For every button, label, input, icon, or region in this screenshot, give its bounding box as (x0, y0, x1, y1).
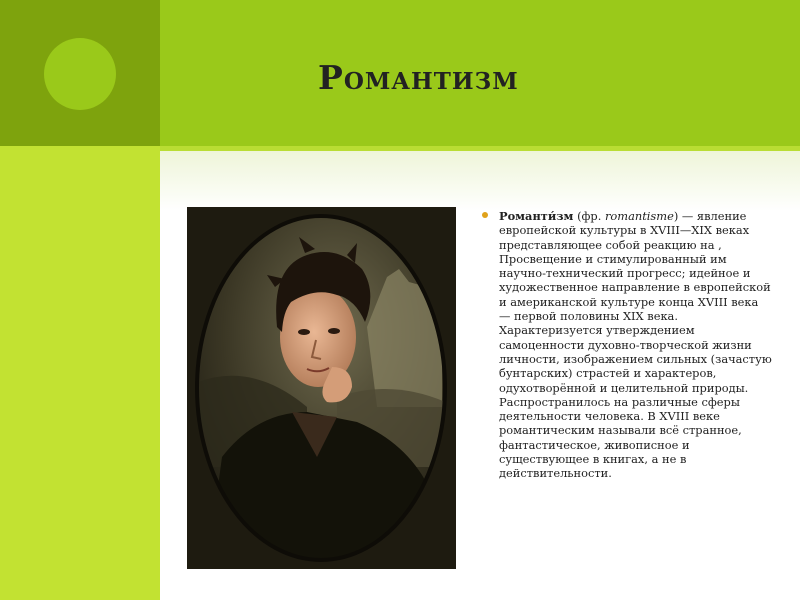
title-fade (160, 151, 800, 211)
description-body: — явление европейской культуры в XVIII—XIX веках представляющее собой реакцию на , Просвещение и стимулированный им научно-технический прогресс; идейное и художественное направление в европейской и американской культуре конца XVIII века — первой половины XIX века. Характеризуется утверждением самоценности духовно-творческой жизни личности, изображением сильных (зачастую бунтарских) страстей и характеров, одухотворённой и целительной природы. Распространилось на различные сферы деятельности человека. В XVIII веке романтическим называли всё странное, фантастическое, живописное и существующее в книгах, а не в действительности. (499, 209, 772, 481)
decor-circle (44, 38, 116, 110)
term-heading: Романти́зм (499, 209, 574, 223)
paren-open-text: (фр (573, 209, 598, 223)
bullet-icon (482, 212, 488, 218)
foreign-word: romantisme (604, 209, 674, 223)
description-block (482, 209, 772, 481)
slide-title: Романтизм (318, 58, 519, 97)
portrait-painting-icon (187, 207, 456, 569)
language-link[interactable]: . (597, 209, 602, 223)
paren-close-text: ) (673, 209, 679, 223)
description-paragraph (499, 209, 772, 481)
portrait-image (187, 207, 456, 569)
